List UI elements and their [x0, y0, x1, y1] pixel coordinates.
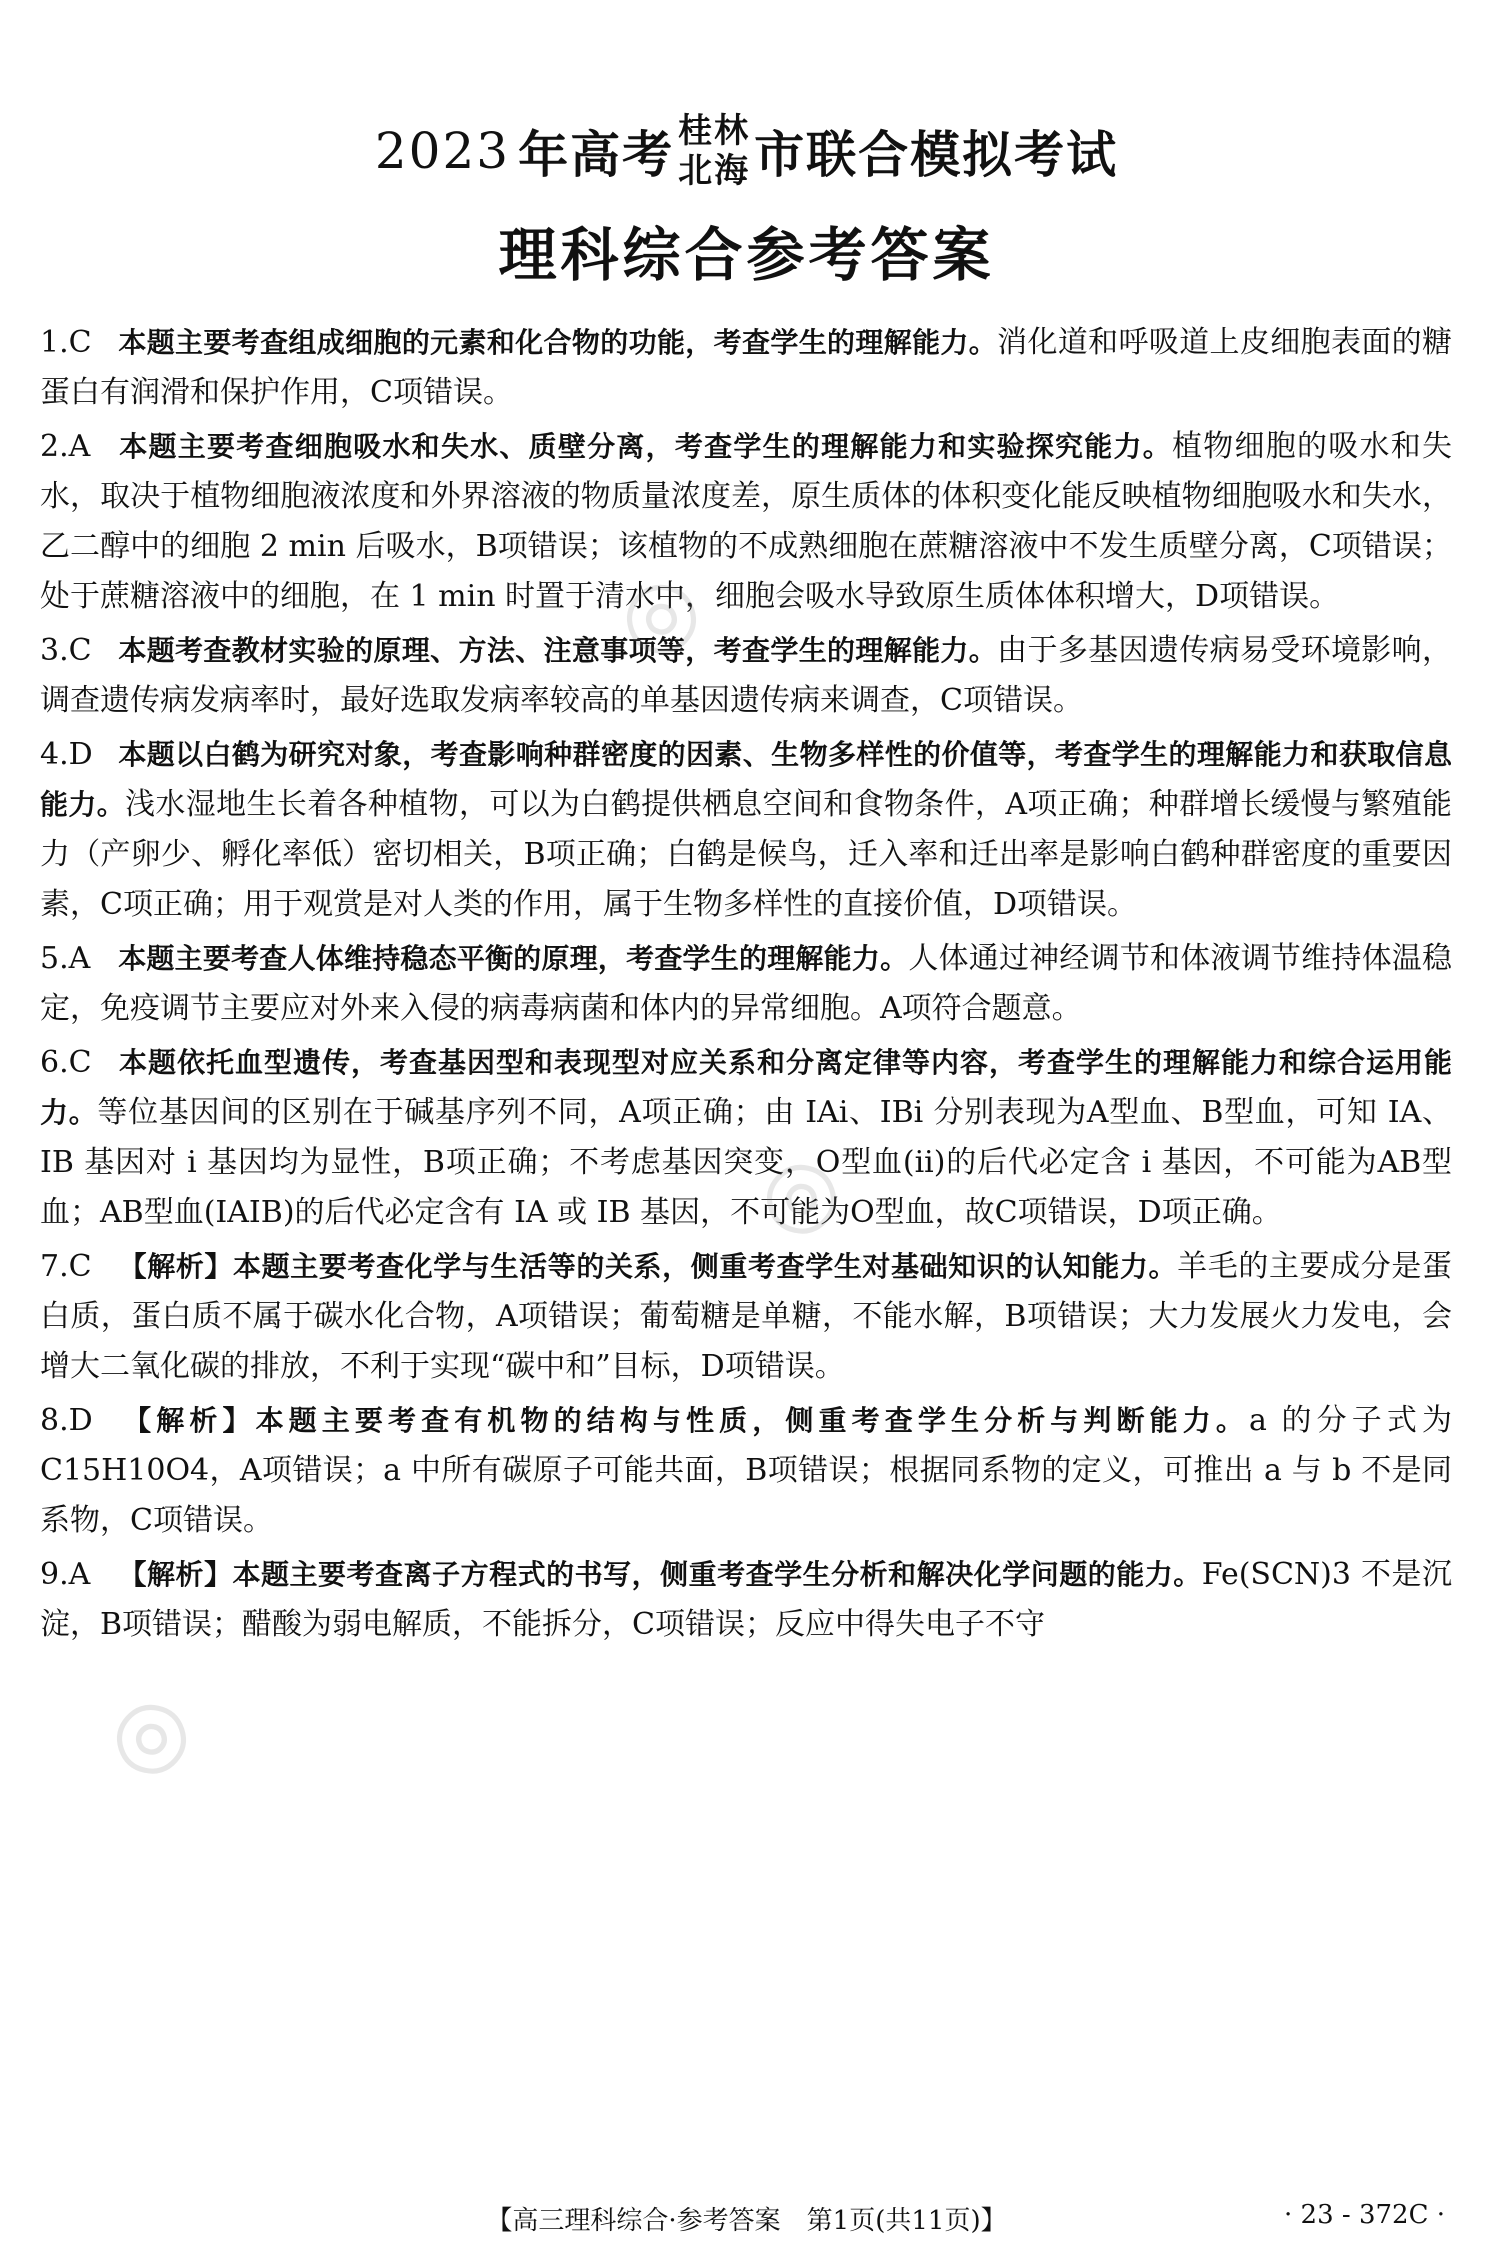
- answer-lead: 本题依托血型遗传，考查基因型和表现型对应关系和分离定律等内容，考查学生的理解能力和综合运用能力。: [40, 1046, 1452, 1129]
- watermark: ◎: [605, 550, 713, 675]
- exam-subtitle: 理科综合参考答案: [498, 221, 995, 289]
- city-stack: [678, 111, 750, 191]
- answer-number: 6.C: [40, 1045, 92, 1080]
- answer-list: [40, 318, 1452, 1654]
- answer-item: [40, 730, 1452, 930]
- answer-lead: 本题主要考查人体维持稳态平衡的原理，考查学生的理解能力。: [118, 942, 909, 975]
- answer-number: 9.A: [40, 1557, 91, 1592]
- answer-lead: 【解析】本题主要考查有机物的结构与性质，侧重考查学生分析与判断能力。: [118, 1404, 1249, 1437]
- answer-item: [40, 318, 1452, 418]
- answer-body: 羊毛的主要成分是蛋白质，蛋白质不属于碳水化合物，A项错误；葡萄糖是单糖，不能水解，B项错误；大力发展火力发电，会增大二氧化碳的排放，不利于实现“碳中和”目标，D项错误。: [40, 1249, 1452, 1384]
- answer-number: 7.C: [40, 1249, 92, 1284]
- footer-code: · 23 - 372C ·: [1284, 2200, 1445, 2230]
- answer-item: [40, 934, 1452, 1034]
- city-bottom: 北海: [678, 151, 751, 191]
- answer-body: 消化道和呼吸道上皮细胞表面的糖蛋白有润滑和保护作用，C项错误。: [40, 325, 1452, 410]
- answer-lead: 本题主要考查细胞吸水和失水、质壁分离，考查学生的理解能力和实验探究能力。: [118, 430, 1173, 463]
- answer-number: 1.C: [40, 325, 92, 360]
- answer-item: [40, 1038, 1452, 1238]
- answer-body: a 的分子式为 C15H10O4，A项错误；a 中所有碳原子可能共面，B项错误；根据同系物的定义，可推出 a 与 b 不是同系物，C项错误。: [40, 1403, 1452, 1538]
- exam-year: 2023: [374, 122, 511, 180]
- answer-body: Fe(SCN)3 不是沉淀，B项错误；醋酸为弱电解质，不能拆分，C项错误；反应中得失电子不守: [40, 1557, 1453, 1642]
- answer-item: [40, 422, 1452, 622]
- answer-item: [40, 1396, 1452, 1546]
- answer-lead: 本题主要考查组成细胞的元素和化合物的功能，考查学生的理解能力。: [118, 326, 998, 359]
- answer-lead: 本题以白鹤为研究对象，考查影响种群密度的因素、生物多样性的价值等，考查学生的理解能力和获取信息能力。: [40, 738, 1452, 821]
- answer-lead: 【解析】本题主要考查离子方程式的书写，侧重考查学生分析和解决化学问题的能力。: [118, 1558, 1202, 1591]
- answer-number: 4.D: [40, 737, 93, 772]
- answer-body: 人体通过神经调节和体液调节维持体温稳定，免疫调节主要应对外来入侵的病毒病菌和体内的异常细胞。A项符合题意。: [40, 941, 1453, 1026]
- answer-number: 3.C: [40, 633, 92, 668]
- watermark: ◎: [745, 1130, 853, 1255]
- exam-title-part-a: 年高考: [518, 125, 675, 184]
- page-footer: [0, 2200, 1493, 2240]
- answer-number: 5.A: [40, 941, 91, 976]
- answer-lead: 本题考查教材实验的原理、方法、注意事项等，考查学生的理解能力。: [118, 634, 998, 667]
- answer-item: [40, 1550, 1452, 1650]
- answer-body: 由于多基因遗传病易受环境影响，调查遗传病发病率时，最好选取发病率较高的单基因遗传病来调查，C项错误。: [40, 633, 1452, 718]
- exam-title-part-b: 市联合模拟考试: [754, 125, 1119, 184]
- city-top: 桂林: [678, 111, 751, 151]
- answer-body: 浅水湿地生长着各种植物，可以为白鹤提供栖息空间和食物条件，A项正确；种群增长缓慢与繁殖能力（产卵少、孵化率低）密切相关，B项正确；白鹤是候鸟，迁入率和迁出率是影响白鹤种群密度的重要因素，C项正确；用于观赏是对人类的作用，属于生物多样性的直接价值，D项错误。: [40, 787, 1452, 922]
- answer-body: 等位基因间的区别在于碱基序列不同，A项正确；由 IAi、IBi 分别表现为A型血、B型血，可知 IA、IB 基因对 i 基因均为显性，B项正确；不考虑基因突变，O型血(ii)的后代必定含 i 基因，不可能为AB型血；AB型血(IAIB)的后代必定含有 IA 或 IB 基因，不可能为O型血，故C项错误，D项正确。: [40, 1095, 1452, 1230]
- answer-body: 植物细胞的吸水和失水，取决于植物细胞液浓度和外界溶液的物质量浓度差，原生质体的体积变化能反映植物细胞吸水和失水，乙二醇中的细胞 2 min 后吸水，B项错误；该植物的不成熟细胞在蔗糖溶液中不发生质壁分离，C项错误；处于蔗糖溶液中的细胞，在 1 min 时置于清水中，细胞会吸水导致原生质体体积增大，D项错误。: [40, 429, 1452, 614]
- watermark: ◎: [95, 1670, 203, 1795]
- footer-page-info: 【高三理科综合·参考答案 第1页(共11页)】: [486, 2206, 1007, 2236]
- answer-item: [40, 1242, 1452, 1392]
- exam-title: [0, 92, 1493, 210]
- answer-lead: 【解析】本题主要考查化学与生活等的关系，侧重考查学生对基础知识的认知能力。: [118, 1250, 1178, 1283]
- answer-item: [40, 626, 1452, 726]
- answer-number: 2.A: [40, 429, 91, 464]
- answer-number: 8.D: [40, 1403, 93, 1438]
